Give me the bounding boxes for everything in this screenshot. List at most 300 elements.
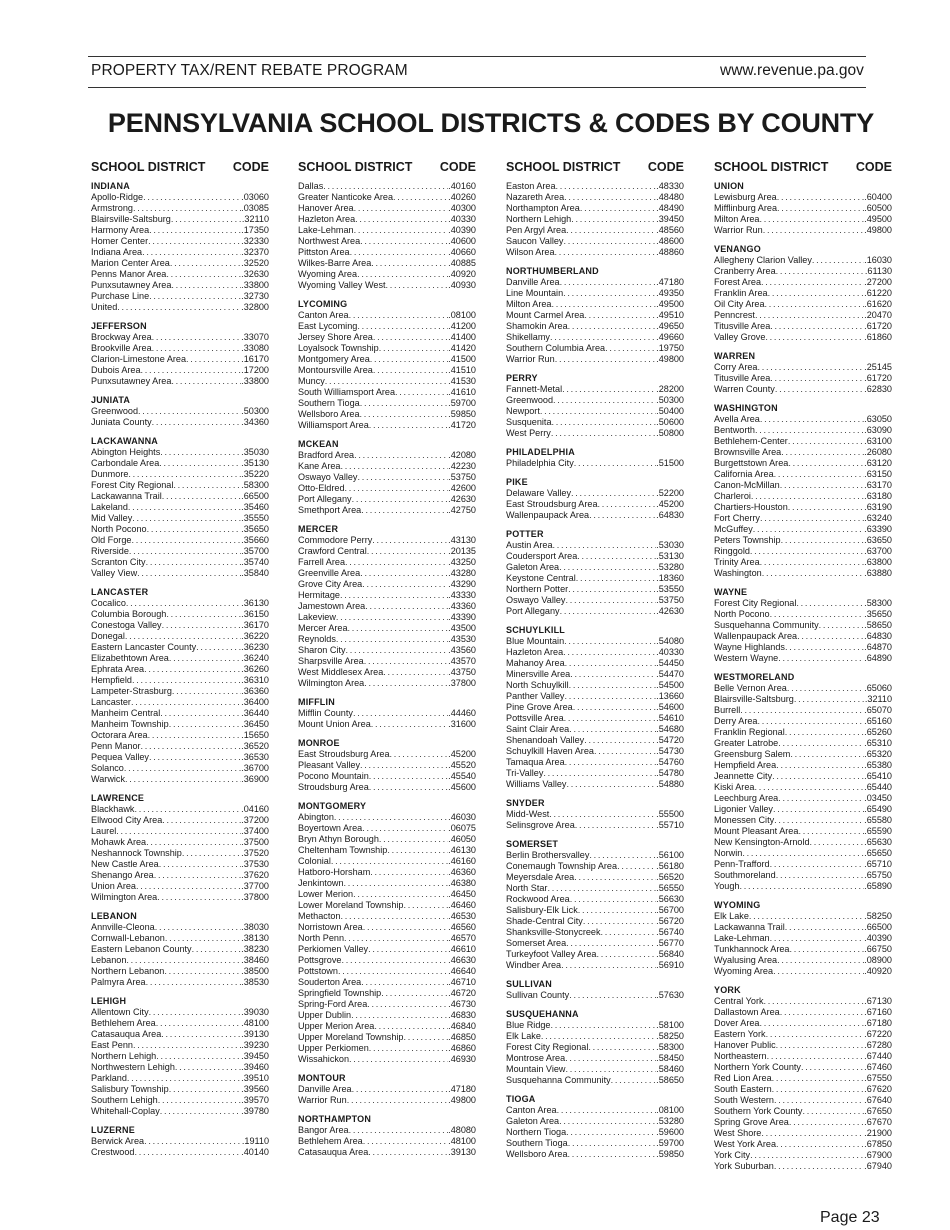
- dot-leader: [566, 938, 656, 949]
- dot-leader: [361, 505, 448, 516]
- district-name: Greenville Area: [298, 568, 361, 578]
- county-section: [91, 587, 269, 785]
- district-row: [298, 771, 476, 782]
- district-name: Juniata County: [91, 417, 152, 427]
- district-row: [714, 955, 892, 966]
- district-name: Columbia Borough: [91, 609, 167, 619]
- district-name: West York Area: [714, 1139, 777, 1149]
- district-row: [91, 332, 269, 343]
- county-name: PERRY: [506, 373, 538, 383]
- dot-leader: [373, 365, 448, 376]
- district-name: Avella Area: [714, 414, 760, 424]
- district-name: Punxsutawney Area: [91, 376, 172, 386]
- district-code: .46530: [448, 911, 476, 921]
- district-code: .33070: [241, 332, 269, 342]
- dot-leader: [571, 488, 656, 499]
- district-row: [506, 510, 684, 521]
- district-name: Northern Lebanon: [91, 966, 165, 976]
- dot-leader: [133, 1040, 241, 1051]
- dot-leader: [159, 458, 241, 469]
- dot-leader: [357, 321, 448, 332]
- district-name: Pocono Mountain: [298, 771, 369, 781]
- district-row: [714, 911, 892, 922]
- district-name: Apollo-Ridge: [91, 192, 144, 202]
- district-name: Chartiers-Houston: [714, 502, 788, 512]
- county-section: [506, 529, 684, 617]
- district-name: Forest City Regional: [714, 598, 797, 608]
- district-row: [298, 461, 476, 472]
- county-section: [298, 524, 476, 689]
- district-code: .49800: [448, 1095, 476, 1105]
- district-row: [298, 911, 476, 922]
- district-name: Carbondale Area: [91, 458, 160, 468]
- dot-leader: [370, 867, 448, 878]
- code-heading: CODE: [855, 160, 892, 174]
- district-name: Line Mountain: [506, 288, 564, 298]
- district-code: .49500: [864, 214, 892, 224]
- dot-leader: [755, 310, 864, 321]
- district-name: Blairsville-Saltsburg: [714, 694, 794, 704]
- dot-leader: [566, 225, 656, 236]
- district-code: .46930: [448, 1054, 476, 1064]
- district-code: .56700: [656, 905, 684, 915]
- district-code: .32330: [241, 236, 269, 246]
- district-row: [298, 354, 476, 365]
- dot-leader: [357, 472, 448, 483]
- district-code: .54610: [656, 713, 684, 723]
- dot-leader: [780, 480, 864, 491]
- district-name: Fannett-Metal: [506, 384, 563, 394]
- district-code: .63390: [864, 524, 892, 534]
- district-code: .56840: [656, 949, 684, 959]
- district-code: .39030: [241, 1007, 269, 1017]
- dot-leader: [781, 447, 864, 458]
- district-code: .44460: [448, 708, 476, 718]
- district-code: .63650: [864, 535, 892, 545]
- district-name: Minersville Area: [506, 669, 571, 679]
- district-name: Hazleton Area: [298, 214, 356, 224]
- district-name: Octorara Area: [91, 730, 148, 740]
- district-row: [714, 546, 892, 557]
- district-code: .54600: [656, 702, 684, 712]
- dot-leader: [750, 1150, 864, 1161]
- district-row: [298, 557, 476, 568]
- district-row: [91, 225, 269, 236]
- district-row: [91, 730, 269, 741]
- district-name: Philadelphia City: [506, 458, 574, 468]
- district-name: Milton Area: [506, 299, 552, 309]
- district-name: Monessen City: [714, 815, 775, 825]
- district-code: .41200: [448, 321, 476, 331]
- dot-leader: [344, 878, 449, 889]
- dot-leader: [760, 513, 864, 524]
- dot-leader: [798, 826, 864, 837]
- dot-leader: [556, 181, 657, 192]
- district-name: Selinsgrove Area: [506, 820, 575, 830]
- county-name: MERCER: [298, 524, 339, 534]
- dot-leader: [354, 450, 448, 461]
- district-code: .46630: [448, 955, 476, 965]
- district-code: .32110: [241, 214, 269, 224]
- district-row: [91, 881, 269, 892]
- dot-leader: [148, 730, 242, 741]
- district-code: .48860: [656, 247, 684, 257]
- dot-leader: [576, 573, 656, 584]
- dot-leader: [552, 299, 657, 310]
- district-row: [714, 922, 892, 933]
- dot-leader: [742, 848, 864, 859]
- district-name: Mercer Area: [298, 623, 348, 633]
- district-name: Catasauqua Area: [91, 1029, 162, 1039]
- district-code: .43330: [448, 590, 476, 600]
- district-row: [91, 752, 269, 763]
- district-row: [298, 310, 476, 321]
- dot-leader: [757, 362, 864, 373]
- district-row: [714, 192, 892, 203]
- district-row: [714, 727, 892, 738]
- district-row: [91, 247, 269, 258]
- district-name: Peters Township: [714, 535, 781, 545]
- district-name: Marion Center Area: [91, 258, 170, 268]
- district-name: Northeastern: [714, 1051, 767, 1061]
- dot-leader: [345, 483, 449, 494]
- district-code: .46830: [448, 1010, 476, 1020]
- district-code: .40600: [448, 236, 476, 246]
- dot-leader: [740, 705, 864, 716]
- county-section: [298, 181, 476, 291]
- dot-leader: [364, 656, 448, 667]
- district-row: [91, 1106, 269, 1117]
- district-code: .46160: [448, 856, 476, 866]
- district-code: .55710: [656, 820, 684, 830]
- district-row: [714, 749, 892, 760]
- district-row: [714, 1007, 892, 1018]
- dot-leader: [157, 892, 241, 903]
- district-row: [298, 966, 476, 977]
- district-row: [298, 343, 476, 354]
- dot-leader: [395, 387, 448, 398]
- district-name: Pittston Area: [298, 247, 350, 257]
- district-row: [91, 236, 269, 247]
- district-row: [714, 653, 892, 664]
- district-row: [714, 933, 892, 944]
- dot-leader: [794, 694, 865, 705]
- district-name: Schuylkill Haven Area: [506, 746, 594, 756]
- dot-leader: [160, 708, 241, 719]
- district-name: Northern Lehigh: [506, 214, 572, 224]
- district-name: Commodore Perry: [298, 535, 373, 545]
- district-name: Colonial: [298, 856, 331, 866]
- district-row: [506, 606, 684, 617]
- district-code: .35460: [241, 502, 269, 512]
- county-section: [714, 403, 892, 579]
- dot-leader: [589, 850, 656, 861]
- district-row: [91, 354, 269, 365]
- district-code: .48100: [241, 1018, 269, 1028]
- district-code: .39450: [656, 214, 684, 224]
- district-code: .43290: [448, 579, 476, 589]
- district-name: Tamaqua Area: [506, 757, 565, 767]
- district-name: Whitehall-Coplay: [91, 1106, 160, 1116]
- district-row: [91, 524, 269, 535]
- dot-leader: [564, 636, 656, 647]
- dot-leader: [766, 1029, 865, 1040]
- district-code: .58650: [864, 620, 892, 630]
- district-name: Jamestown Area: [298, 601, 366, 611]
- district-name: Southern Columbia Area: [506, 343, 606, 353]
- district-code: .46380: [448, 878, 476, 888]
- district-code: .40260: [448, 192, 476, 202]
- district-code: .50600: [656, 417, 684, 427]
- district-row: [714, 837, 892, 848]
- district-name: Norristown Area: [298, 922, 363, 932]
- county-section: [506, 181, 684, 258]
- district-row: [91, 447, 269, 458]
- district-row: [506, 990, 684, 1001]
- dot-leader: [564, 691, 656, 702]
- dot-leader: [563, 647, 656, 658]
- district-code: .15650: [241, 730, 269, 740]
- district-code: .18360: [656, 573, 684, 583]
- dot-leader: [354, 225, 449, 236]
- county-section: [506, 798, 684, 831]
- district-name: California Area: [714, 469, 774, 479]
- district-name: Jenkintown: [298, 878, 344, 888]
- dot-leader: [136, 881, 241, 892]
- district-name: North Star: [506, 883, 548, 893]
- district-name: Palmyra Area: [91, 977, 146, 987]
- district-row: [91, 870, 269, 881]
- district-name: Lewisburg Area: [714, 192, 777, 202]
- dot-leader: [547, 883, 656, 894]
- district-code: .63090: [864, 425, 892, 435]
- district-row: [91, 642, 269, 653]
- district-row: [714, 524, 892, 535]
- dot-leader: [144, 1136, 242, 1147]
- district-name: Crawford Central: [298, 546, 367, 556]
- county-name: INDIANA: [91, 181, 130, 191]
- district-name: Harmony Area: [91, 225, 150, 235]
- district-code: .45540: [448, 771, 476, 781]
- district-row: [506, 203, 684, 214]
- district-row: [714, 1150, 892, 1161]
- district-name: Jeannette City: [714, 771, 773, 781]
- district-name: New Castle Area: [91, 859, 159, 869]
- district-name: Armstrong: [91, 203, 133, 213]
- district-code: .08100: [448, 310, 476, 320]
- district-row: [91, 291, 269, 302]
- district-code: .36220: [241, 631, 269, 641]
- dot-leader: [573, 702, 656, 713]
- district-name: Wilmington Area: [91, 892, 158, 902]
- district-code: .35030: [241, 447, 269, 457]
- district-name: Saint Clair Area: [506, 724, 570, 734]
- district-row: [298, 823, 476, 834]
- district-code: .47180: [656, 277, 684, 287]
- district-code: .42600: [448, 483, 476, 493]
- district-name: Stroudsburg Area: [298, 782, 369, 792]
- district-row: [298, 192, 476, 203]
- county-name: UNION: [714, 181, 744, 191]
- district-row: [506, 636, 684, 647]
- dot-leader: [770, 321, 864, 332]
- district-row: [298, 1021, 476, 1032]
- district-code: .46720: [448, 988, 476, 998]
- district-name: Oil City Area: [714, 299, 765, 309]
- district-row: [714, 716, 892, 727]
- dot-leader: [776, 870, 864, 881]
- district-name: Titusville Area: [714, 373, 771, 383]
- district-row: [91, 598, 269, 609]
- district-name: North Penn: [298, 933, 345, 943]
- district-row: [506, 1064, 684, 1075]
- district-row: [91, 302, 269, 313]
- dot-leader: [773, 966, 864, 977]
- district-code: .61720: [864, 321, 892, 331]
- district-code: .54500: [656, 680, 684, 690]
- district-code: .65380: [864, 760, 892, 770]
- district-code: .38460: [241, 955, 269, 965]
- district-name: Solanco: [91, 763, 124, 773]
- dot-leader: [340, 590, 448, 601]
- dot-leader: [365, 601, 448, 612]
- district-row: [91, 631, 269, 642]
- county-section: [298, 1114, 476, 1158]
- district-row: [714, 793, 892, 804]
- district-code: .42630: [656, 606, 684, 616]
- district-name: Pottstown: [298, 966, 338, 976]
- county-section: [298, 801, 476, 1065]
- dot-leader: [788, 436, 864, 447]
- dot-leader: [788, 502, 864, 513]
- dot-leader: [617, 861, 656, 872]
- dot-leader: [819, 620, 865, 631]
- dot-leader: [568, 584, 656, 595]
- district-code: .40330: [448, 214, 476, 224]
- district-row: [298, 977, 476, 988]
- dot-leader: [764, 996, 865, 1007]
- district-row: [298, 988, 476, 999]
- district-name: Methacton: [298, 911, 341, 921]
- dot-leader: [403, 1032, 448, 1043]
- district-code: .54880: [656, 779, 684, 789]
- dot-leader: [760, 1018, 865, 1029]
- county-name: POTTER: [506, 529, 544, 539]
- district-name: Jersey Shore Area: [298, 332, 373, 342]
- district-name: Austin Area: [506, 540, 553, 550]
- dot-leader: [569, 724, 656, 735]
- dot-leader: [775, 384, 864, 395]
- district-row: [714, 1073, 892, 1084]
- dot-leader: [566, 779, 656, 790]
- district-name: Parkland: [91, 1073, 127, 1083]
- dot-leader: [355, 214, 448, 225]
- website-link[interactable]: www.revenue.pa.gov: [720, 62, 864, 79]
- district-name: Saucon Valley: [506, 236, 564, 246]
- district-code: .56180: [656, 861, 684, 871]
- dot-leader: [165, 933, 241, 944]
- district-code: .48560: [656, 225, 684, 235]
- district-name: Nazareth Area: [506, 192, 565, 202]
- district-name: Bangor Area: [298, 1125, 349, 1135]
- district-code: .54780: [656, 768, 684, 778]
- district-row: [298, 398, 476, 409]
- dot-leader: [360, 398, 448, 409]
- district-code: .64830: [864, 631, 892, 641]
- dot-leader: [605, 343, 656, 354]
- district-name: Southmoreland: [714, 870, 776, 880]
- district-row: [298, 812, 476, 823]
- district-code: .67460: [864, 1062, 892, 1072]
- dot-leader: [166, 609, 241, 620]
- dot-leader: [588, 1042, 656, 1053]
- district-name: Lackawanna Trail: [91, 491, 162, 501]
- district-code: .67280: [864, 1040, 892, 1050]
- district-code: .65590: [864, 826, 892, 836]
- district-code: .63170: [864, 480, 892, 490]
- district-code: .35650: [241, 524, 269, 534]
- district-code: .61220: [864, 288, 892, 298]
- district-name: East Penn: [91, 1040, 133, 1050]
- district-name: Montoursville Area: [298, 365, 373, 375]
- district-code: .37700: [241, 881, 269, 891]
- district-name: Port Allegany: [506, 606, 560, 616]
- district-row: [714, 609, 892, 620]
- dot-leader: [147, 524, 242, 535]
- district-row: [298, 601, 476, 612]
- district-code: .67940: [864, 1161, 892, 1171]
- dot-leader: [172, 686, 241, 697]
- district-code: .64830: [656, 510, 684, 520]
- district-name: Wallenpaupack Area: [714, 631, 798, 641]
- dot-leader: [132, 675, 241, 686]
- dot-leader: [137, 568, 241, 579]
- district-name: Dubois Area: [91, 365, 141, 375]
- dot-leader: [116, 826, 241, 837]
- dot-leader: [169, 1084, 241, 1095]
- dot-leader: [146, 557, 242, 568]
- district-row: [298, 1136, 476, 1147]
- dot-leader: [390, 749, 449, 760]
- district-row: [506, 225, 684, 236]
- district-row: [714, 694, 892, 705]
- district-name: Greater Nanticoke Area: [298, 192, 394, 202]
- district-code: .66500: [864, 922, 892, 932]
- county-name: LUZERNE: [91, 1125, 135, 1135]
- dot-leader: [601, 927, 657, 938]
- county-section: [91, 1125, 269, 1158]
- dot-leader: [127, 1073, 241, 1084]
- dot-leader: [349, 1054, 448, 1065]
- district-row: [298, 365, 476, 376]
- district-name: Trinity Area: [714, 557, 760, 567]
- district-row: [506, 883, 684, 894]
- county-section: [714, 587, 892, 664]
- district-code: .67130: [864, 996, 892, 1006]
- dot-leader: [146, 977, 242, 988]
- district-row: [506, 562, 684, 573]
- district-name: Riverside: [91, 546, 129, 556]
- district-name: Northern Tioga: [506, 1127, 567, 1137]
- county-section: [714, 244, 892, 343]
- district-code: .48100: [448, 1136, 476, 1146]
- district-name: Ligonier Valley: [714, 804, 773, 814]
- district-name: Pottsgrove: [298, 955, 342, 965]
- district-row: [298, 667, 476, 678]
- district-name: Wissahickon: [298, 1054, 350, 1064]
- district-name: Yough: [714, 881, 740, 891]
- dot-leader: [134, 804, 241, 815]
